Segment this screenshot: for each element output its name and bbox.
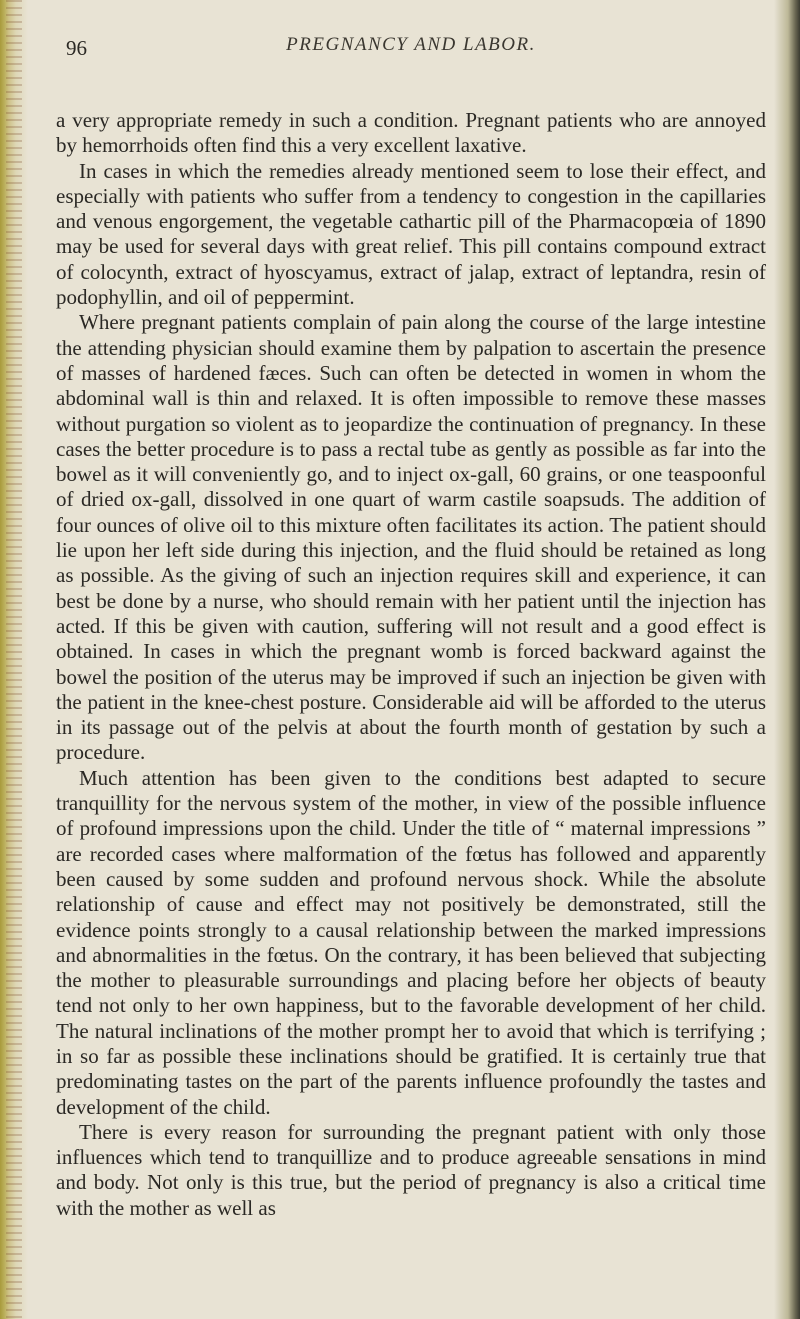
book-page xyxy=(56,28,766,1221)
paragraph: Where pregnant patients complain of pain along the course of the large intestine the attending physician should examine them by palpation to ascertain the presence of masses of hardened fæces. Such can often be detected in women in whom the abdominal wall is thin and relaxed. It is often impossible to remove these masses without purgation so violent as to jeopardize the continuation of pregnancy. In these cases the better procedure is to pass a rectal tube as gently as possible as far into the bowel as it will conveniently go, and to inject ox-gall, 60 grains, or one teaspoonful of dried ox-gall, dissolved in one quart of warm castile soapsuds. The addition of four ounces of olive oil to this mixture often facilitates its action. The patient should lie upon her left side during this injection, and the fluid should be retained as long as possible. As the giving of such an injection requires skill and experience, it can best be done by a nurse, who should remain with her patient until the injection has acted. If this be given with caution, suffering will not result and a good effect is obtained. In cases in which the pregnant womb is forced backward against the bowel the position of the uterus may be improved if such an injection be given with the patient in the knee-chest posture. Considerable aid will be afforded to the uterus in its passage out of the pelvis at about the fourth month of gestation by such a procedure. xyxy=(56,310,766,765)
page-edge-right xyxy=(774,0,800,1319)
body-text xyxy=(56,108,766,1221)
running-head xyxy=(56,28,766,72)
binding-stitch-pattern xyxy=(6,0,22,1319)
page-number: 96 xyxy=(66,36,87,60)
paragraph: In cases in which the remedies already mentioned seem to lose their effect, and especially with patients who suffer from a tendency to congestion in the capillaries and venous engorgement, the vegetable cathartic pill of the Pharmacopœia of 1890 may be used for several days with great relief. This pill contains compound extract of colocynth, extract of hyoscyamus, extract of jalap, extract of leptandra, resin of podophyllin, and oil of peppermint. xyxy=(56,158,766,310)
paragraph: Much attention has been given to the conditions best adapted to secure tranquillity for the nervous system of the mother, in view of the possible influence of profound impressions upon the child. Under the title of “ maternal impressions ” are recorded cases where malformation of the fœtus has followed and apparently been caused by some sudden and profound nervous shock. While the absolute relationship of cause and effect may not positively be demonstrated, still the evidence points strongly to a causal relationship between the marked impressions and abnormalities in the fœtus. On the contrary, it has been believed that subjecting the mother to pleasurable surroundings and placing before her objects of beauty tend not only to her own happiness, but to the favorable development of her child. The natural inclinations of the mother prompt her to avoid that which is terrifying ; in so far as possible these inclinations should be gratified. It is certainly true that predominating tastes on the part of the parents influence profoundly the tastes and development of the child. xyxy=(56,765,766,1119)
paragraph: a very appropriate remedy in such a condition. Pregnant patients who are annoyed by hemorrhoids often find this a very excellent laxative. xyxy=(56,108,766,158)
paragraph: There is every reason for surrounding the pregnant patient with only those influences which tend to tranquillize and to produce agreeable sensations in mind and body. Not only is this true, but the period of pregnancy is also a critical time with the mother as well as xyxy=(56,1119,766,1220)
running-title: PREGNANCY AND LABOR. xyxy=(286,34,536,55)
